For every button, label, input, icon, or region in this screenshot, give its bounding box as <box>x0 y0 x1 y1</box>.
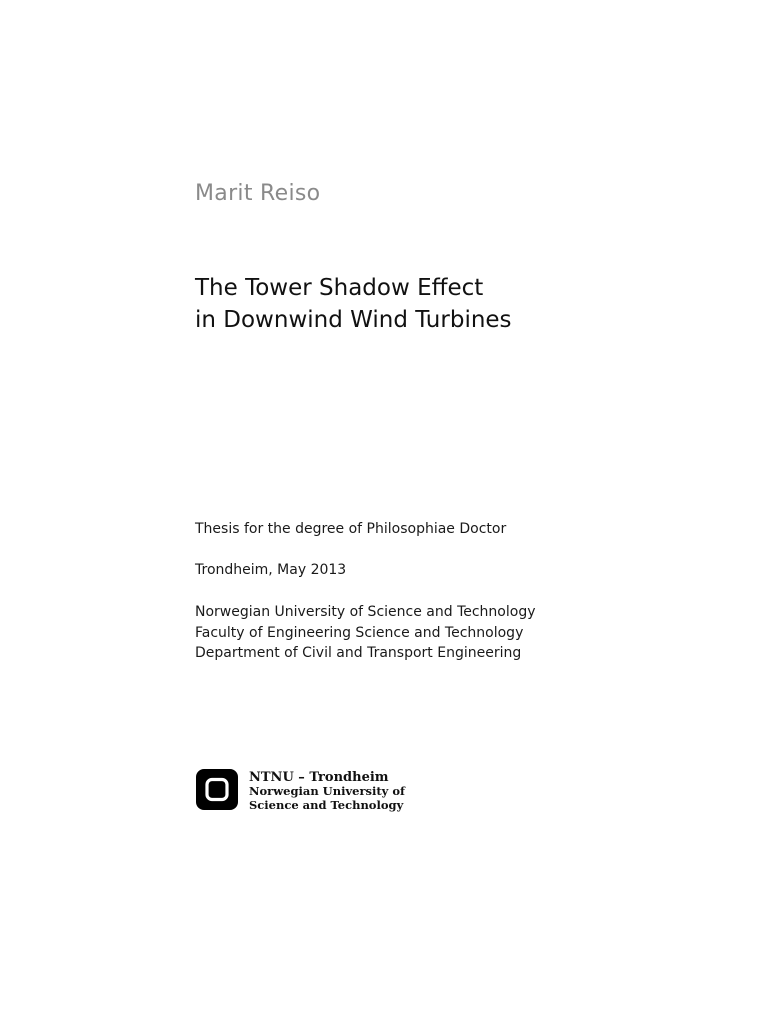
degree-statement: Thesis for the degree of Philosophiae Doctor <box>195 521 507 537</box>
thesis-title-line-1: The Tower Shadow Effect <box>195 275 484 301</box>
faculty-name: Faculty of Engineering Science and Technology <box>195 624 524 641</box>
logo-line-2: Norwegian University of <box>249 784 405 798</box>
logo-line-3: Science and Technology <box>249 797 404 812</box>
logo-line-1: NTNU – Trondheim <box>249 770 389 785</box>
university-name: Norwegian University of Science and Technology <box>195 604 536 620</box>
thesis-title <box>195 272 512 336</box>
author-name: Marit Reiso <box>195 181 321 206</box>
department-name: Department of Civil and Transport Engineering <box>195 645 522 661</box>
ntnu-logo <box>196 769 405 812</box>
institution-block <box>195 602 535 664</box>
ntnu-logo-mark-icon <box>196 769 238 810</box>
thesis-title-line-2: in Downwind Wind Turbines <box>195 307 512 333</box>
ntnu-logo-text <box>249 770 405 812</box>
place-and-date: Trondheim, May 2013 <box>195 562 347 578</box>
